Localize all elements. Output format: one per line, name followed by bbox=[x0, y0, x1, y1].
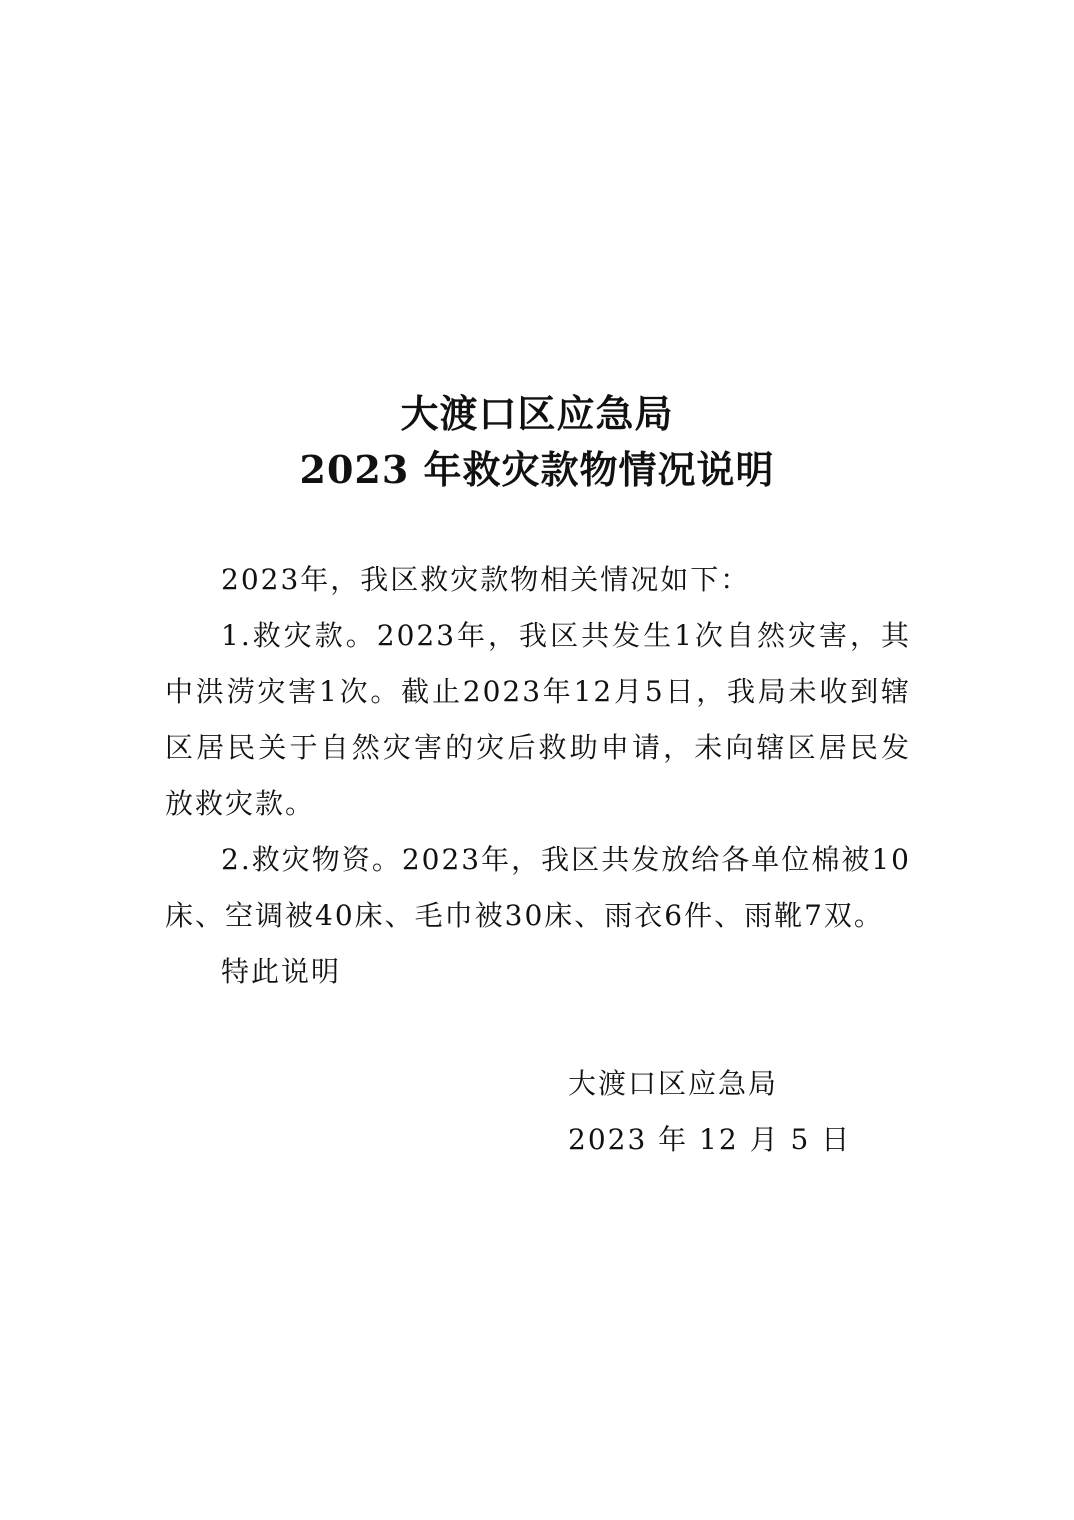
signature-organization: 大渡口区应急局 bbox=[568, 1067, 779, 1100]
document-body bbox=[165, 552, 911, 1000]
relief-funds-paragraph: 1.救灾款。2023年，我区共发生1次自然灾害，其中洪涝灾害1次。截止2023年12月5日，我局未收到辖区居民关于自然灾害的灾后救助申请，未向辖区居民发放救灾款。 bbox=[165, 619, 911, 820]
signature-date: 2023 年 12 月 5 日 bbox=[568, 1123, 852, 1156]
document-title bbox=[0, 386, 1074, 498]
relief-supplies-paragraph: 2.救灾物资。2023年，我区共发放给各单位棉被10床、空调被40床、毛巾被30床、雨衣6件、雨靴7双。 bbox=[165, 843, 911, 932]
title-line-organization: 大渡口区应急局 bbox=[400, 391, 674, 436]
intro-paragraph: 2023年，我区救灾款物相关情况如下： bbox=[221, 563, 751, 596]
title-line-subject: 2023 年救灾款物情况说明 bbox=[299, 447, 775, 492]
closing-statement: 特此说明 bbox=[221, 955, 342, 988]
signature-block bbox=[568, 1056, 988, 1168]
